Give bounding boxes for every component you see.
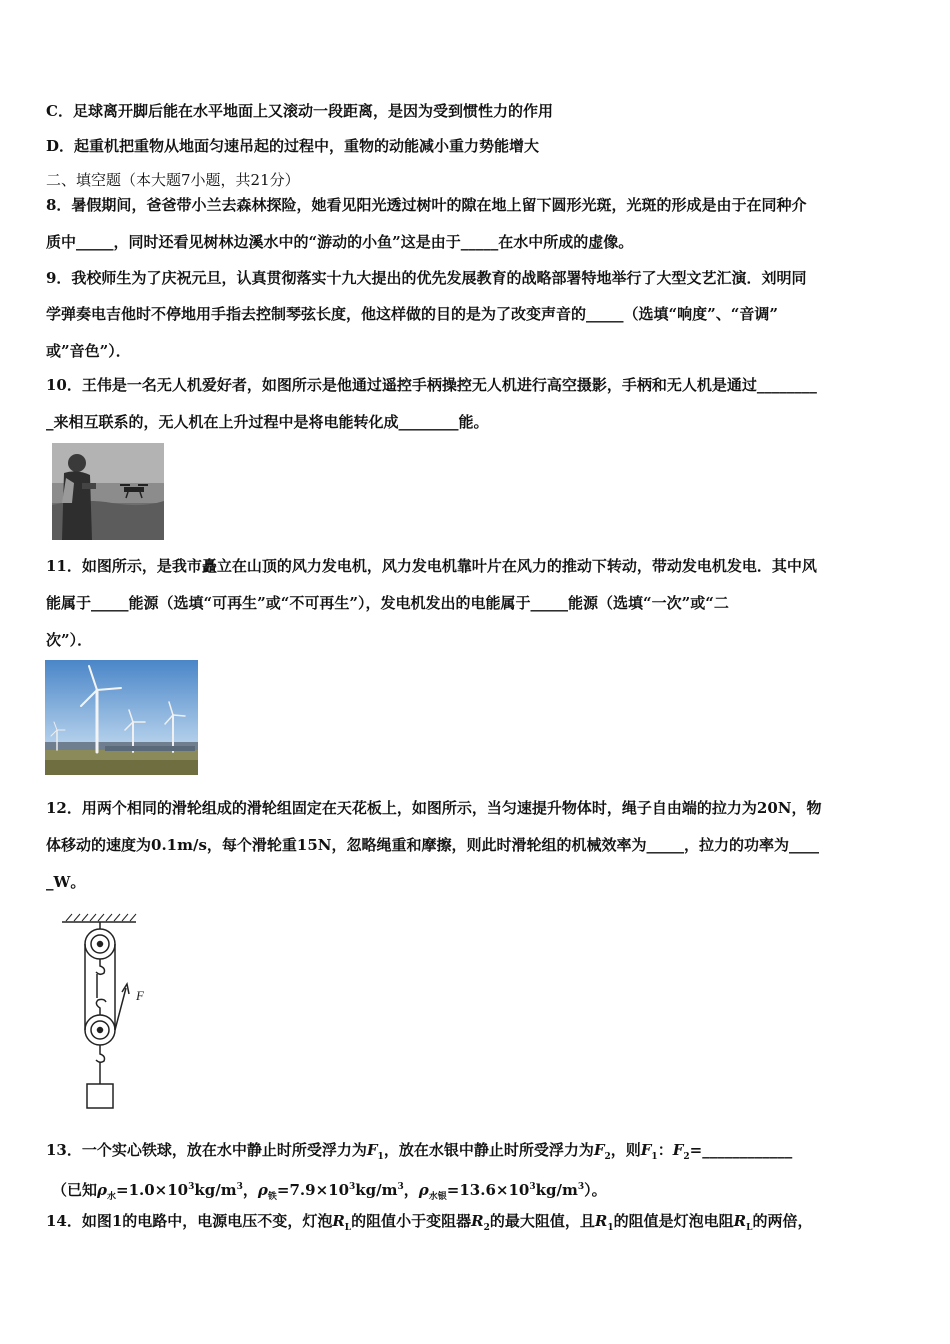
q14-line-1 (46, 1211, 812, 1238)
q13-hg-exp: 3 (529, 1182, 536, 1192)
q13-rho-water: ρ (97, 1181, 107, 1199)
q13-text-d: =____________ (689, 1141, 793, 1159)
q13-iron-unit: kg/m (355, 1181, 398, 1199)
q14-r2-sub: 2 (483, 1223, 490, 1233)
q13-ratio-f2-sub: 2 (683, 1152, 690, 1162)
q13-given-open: （已知 (52, 1181, 98, 1199)
q13-iron-sub: 铁 (267, 1192, 277, 1202)
q13-given-close: ）。 (584, 1181, 607, 1199)
drone-photo (52, 443, 164, 540)
movable-pulley-top-hook (96, 999, 106, 1015)
q14-rl-2: R (733, 1212, 747, 1230)
q14-rl: R (332, 1212, 345, 1230)
q14-text-e: 的两倍， (752, 1212, 813, 1230)
q13-sep-1: ， (242, 1181, 258, 1199)
q13-f2-sub: 2 (604, 1152, 611, 1162)
q13-water-exp: 3 (188, 1182, 195, 1192)
option-d: D．起重机把重物从地面匀速吊起的过程中，重物的动能减小重力势能增大 (46, 137, 540, 155)
q13-iron-exp: 3 (349, 1182, 356, 1192)
q13-text-c: ，则 (610, 1141, 641, 1159)
q14-text-c: 的最大阻值，且 (489, 1212, 595, 1230)
q13-iron-val: =7.9×10 (276, 1181, 350, 1199)
q14-r1-sub: 1 (607, 1223, 614, 1233)
q14-text-a: 14．如图1的电路中，电源电压不变，灯泡 (46, 1212, 333, 1230)
q13-text-b: ，放在水银中静止时所受浮力为 (383, 1141, 594, 1159)
q14-text-b: 的阻值小于变阻器 (351, 1212, 472, 1230)
q13-f2: F (593, 1141, 605, 1159)
q13-water-sub: 水 (107, 1192, 117, 1202)
load-box (87, 1084, 113, 1108)
q12-line-3: _W。 (46, 873, 86, 891)
q13-line-2 (52, 1177, 607, 1207)
pulley-diagram-art (60, 910, 160, 1115)
wind-turbine-photo-art (45, 660, 198, 775)
q9-line-1: 9．我校师生为了庆祝元旦，认真贯彻落实十九大提出的优先发展教育的战略部署特地举行了大型文艺汇演．刘明同 (46, 269, 807, 287)
q13-water-val: =1.0×10 (116, 1181, 189, 1199)
option-c: C．足球离开脚后能在水平地面上又滚动一段距离，是因为受到惯性力的作用 (46, 102, 553, 120)
q13-ratio-f2: F (672, 1141, 684, 1159)
q9-line-3: 或”音色”）． (46, 342, 131, 360)
q13-ratio-f1: F (640, 1141, 652, 1159)
q12-line-1: 12．用两个相同的滑轮组成的滑轮组固定在天花板上，如图所示，当匀速提升物体时，绳子自由端的拉力为20N，物 (46, 799, 822, 817)
q13-hg-unit-exp: 3 (577, 1182, 585, 1192)
section-title: 二、填空题（本大题7小题，共21分） (46, 171, 300, 189)
fixed-pulley (85, 929, 115, 959)
q13-text-a: 13．一个实心铁球，放在水中静止时所受浮力为 (46, 1141, 367, 1159)
q14-text-d: 的阻值是灯泡电阻 (613, 1212, 734, 1230)
q14-r1: R (594, 1212, 608, 1230)
q13-ratio-colon: ： (657, 1141, 673, 1159)
q13-rho-hg: ρ (418, 1181, 429, 1199)
q11-line-1: 11．如图所示，是我市矗立在山顶的风力发电机，风力发电机靠叶片在风力的推动下转动，带动发电机发电．其中风 (46, 557, 817, 575)
q13-water-unit: kg/m (194, 1181, 237, 1199)
movable-pulley (85, 1015, 115, 1045)
ceiling-hatch (66, 914, 136, 921)
rope-right (115, 988, 126, 1030)
q14-r2: R (471, 1212, 484, 1230)
q11-line-2: 能属于_____能源（选填“可再生”或“不可再生”），发电机发出的电能属于_____能源（选填“一次”或“二 (46, 594, 729, 612)
q13-line-1 (46, 1140, 792, 1167)
q13-ratio-f1-sub: 1 (651, 1152, 658, 1162)
drone-photo-art (52, 443, 164, 540)
wind-turbine-photo (45, 660, 198, 775)
movable-pulley-bottom-hook (96, 1045, 105, 1062)
q11-line-3: 次”）． (46, 631, 93, 649)
q9-line-2: 学弹奏电吉他时不停地用手指去控制琴弦长度，他这样做的目的是为了改变声音的_____（选填“响度”、“音调” (46, 305, 779, 323)
q14-rl-sub: L (344, 1223, 352, 1233)
q13-hg-unit: kg/m (535, 1181, 578, 1199)
q13-hg-sub: 水银 (428, 1192, 447, 1202)
q13-hg-val: =13.6×10 (446, 1181, 530, 1199)
q13-iron-unit-exp: 3 (397, 1182, 404, 1192)
fixed-pulley-hook (96, 959, 105, 974)
q12-line-2: 体移动的速度为0.1m/s，每个滑轮重15N，忽略绳重和摩擦，则此时滑轮组的机械效率为_____，拉力的功率为____ (46, 836, 819, 854)
q10-line-2: _来相互联系的，无人机在上升过程中是将电能转化成________能。 (46, 413, 489, 431)
pulley-diagram (60, 910, 160, 1115)
q14-rl-2-sub: L (746, 1223, 753, 1233)
q13-f1: F (366, 1141, 378, 1159)
q8-line-2: 质中_____，同时还看见树林边溪水中的“游动的小鱼”这是由于_____在水中所成的虚像。 (46, 233, 634, 251)
force-label: F (136, 988, 144, 1003)
q13-rho-iron: ρ (257, 1181, 268, 1199)
q13-water-unit-exp: 3 (236, 1182, 243, 1192)
q13-f1-sub: 1 (377, 1152, 384, 1162)
q13-sep-2: ， (403, 1181, 419, 1199)
q10-line-1: 10．王伟是一名无人机爱好者，如图所示是他通过遥控手柄操控无人机进行高空摄影，手柄和无人机是通过________ (46, 376, 817, 394)
q8-line-1: 8．暑假期间，爸爸带小兰去森林探险，她看见阳光透过树叶的隙在地上留下圆形光斑，光斑的形成是由于在同种介 (46, 196, 807, 214)
